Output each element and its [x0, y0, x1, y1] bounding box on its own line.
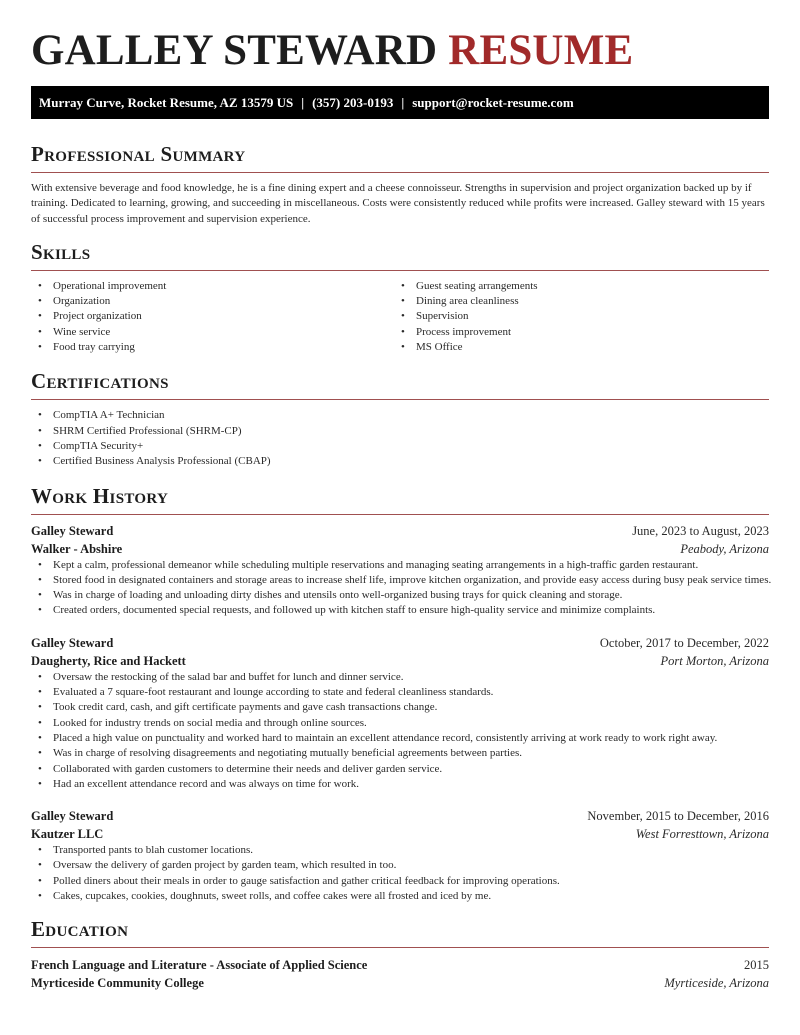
job-bullets [31, 558, 772, 619]
job-location: West Forresttown, Arizona [635, 827, 769, 842]
job-bullet: • Had an excellent attendance record and was always on time for work. [31, 777, 769, 792]
skills-section [31, 240, 769, 355]
certification-item: • SHRM Certified Professional (SHRM-CP) [31, 424, 769, 439]
job-bullet: • Collaborated with garden customers to determine their needs and deliver garden service. [31, 762, 769, 777]
skill-item: • Project organization [31, 309, 394, 324]
education-school: Myrticeside Community College [31, 976, 204, 991]
job-company: Daugherty, Rice and Hackett [31, 653, 186, 668]
contact-bar [31, 86, 769, 119]
job-bullet: • Kept a calm, professional demeanor while scheduling multiple reservations and managing seating arrangements in a high-traffic garden restaurant. [31, 558, 769, 573]
section-divider [31, 270, 769, 271]
job-dates: June, 2023 to August, 2023 [632, 523, 769, 538]
skills-heading: Skills [31, 239, 91, 264]
skill-item: • MS Office [394, 340, 757, 355]
job-entry [31, 807, 769, 904]
resume-title [31, 0, 769, 78]
section-divider [31, 514, 769, 515]
section-divider [31, 947, 769, 948]
job-bullet: • Was in charge of resolving disagreements and negotiating mutually beneficial agreements between parties. [31, 746, 769, 761]
summary-section [31, 142, 769, 227]
contact-email: support@rocket-resume.com [412, 95, 574, 110]
work-section [31, 483, 772, 905]
job-location: Peabody, Arizona [680, 541, 769, 556]
section-divider [31, 172, 769, 173]
work-heading: Work History [31, 483, 169, 508]
certification-item: • Certified Business Analysis Professional (CBAP) [31, 454, 769, 469]
job-location: Port Morton, Arizona [660, 653, 769, 668]
job-bullet: • Was in charge of loading and unloading dirty dishes and utensils onto well-organized busing trays for quick cleaning and storage. [31, 588, 769, 603]
job-entry [31, 634, 769, 792]
contact-phone: (357) 203-0193 [312, 95, 394, 110]
job-bullets [31, 843, 769, 904]
skill-item: • Guest seating arrangements [394, 279, 757, 294]
job-dates: October, 2017 to December, 2022 [599, 635, 769, 650]
job-dates: November, 2015 to December, 2016 [587, 809, 769, 824]
education-entry [31, 956, 769, 992]
job-title: Galley Steward [31, 523, 114, 538]
job-bullets [31, 670, 769, 792]
certifications-list [31, 408, 769, 469]
skills-list-right [394, 279, 757, 355]
certifications-section [31, 369, 769, 469]
job-bullet: • Polled diners about their meals in order to gauge satisfaction and gather critical feedback for improving operations. [31, 874, 769, 889]
section-divider [31, 399, 769, 400]
summary-heading: Professional Summary [31, 142, 246, 166]
skills-list-left [31, 279, 394, 355]
skill-item: • Dining area cleanliness [394, 294, 757, 309]
job-company: Kautzer LLC [31, 827, 104, 842]
education-section [31, 917, 769, 992]
summary-text: With extensive beverage and food knowledge, he is a fine dining expert and a cheese connoisseur. Strengths in supervision and project organization backed up by if training. Dedicated to learning, growing, and succeeding in miscellaneous. Costs were consistently reduced while profits were increased. Galley steward with 15 years of successful process improvement and supervision experience. [31, 182, 765, 225]
job-bullet: • Cakes, cupcakes, cookies, doughnuts, sweet rolls, and coffee cakes were all frosted and iced by me. [31, 889, 769, 904]
job-bullet: • Oversaw the restocking of the salad bar and buffet for lunch and dinner service. [31, 670, 769, 685]
skill-item: • Supervision [394, 309, 757, 324]
job-bullet: • Transported pants to blah customer locations. [31, 843, 769, 858]
certification-item: • CompTIA Security+ [31, 439, 769, 454]
contact-separator: | [301, 95, 305, 110]
job-bullet: • Oversaw the delivery of garden project by garden team, which resulted in too. [31, 858, 769, 873]
title-main: GALLEY STEWARD [31, 27, 438, 74]
job-bullet: • Placed a high value on punctuality and worked hard to maintain an excellent attendance record, consistently arriving at work ready to work right away. [31, 731, 769, 746]
contact-address: Murray Curve, Rocket Resume, AZ 13579 US [39, 95, 294, 110]
skill-item: • Operational improvement [31, 279, 394, 294]
skills-columns [31, 279, 769, 355]
education-heading: Education [31, 917, 129, 942]
skill-item: • Process improvement [394, 325, 757, 340]
education-degree: French Language and Literature - Associate of Applied Science [31, 958, 368, 973]
education-location: Myrticeside, Arizona [664, 976, 769, 991]
job-company: Walker - Abshire [31, 541, 123, 556]
certifications-heading: Certifications [31, 369, 169, 394]
contact-separator: | [401, 95, 405, 110]
certification-item: • CompTIA A+ Technician [31, 408, 769, 423]
job-bullet: • Created orders, documented special requests, and followed up with kitchen staff to ensure high-quality service and minimize complaints. [31, 603, 769, 618]
education-year: 2015 [744, 958, 769, 973]
job-bullet: • Evaluated a 7 square-foot restaurant and lounge according to state and federal cleanliness standards. [31, 685, 769, 700]
job-bullet: • Stored food in designated containers and storage areas to increase shelf life, improve kitchen organization, and provide easy access during busy peak service times. [31, 573, 769, 588]
job-bullet: • Took credit card, cash, and gift certificate payments and gave cash transactions change. [31, 700, 769, 715]
job-bullet: • Looked for industry trends on social media and through online sources. [31, 716, 769, 731]
title-accent: RESUME [448, 27, 634, 74]
job-entry [31, 522, 772, 619]
skill-item: • Wine service [31, 325, 394, 340]
job-title: Galley Steward [31, 635, 114, 650]
job-title: Galley Steward [31, 809, 114, 824]
skill-item: • Organization [31, 294, 394, 309]
skill-item: • Food tray carrying [31, 340, 394, 355]
